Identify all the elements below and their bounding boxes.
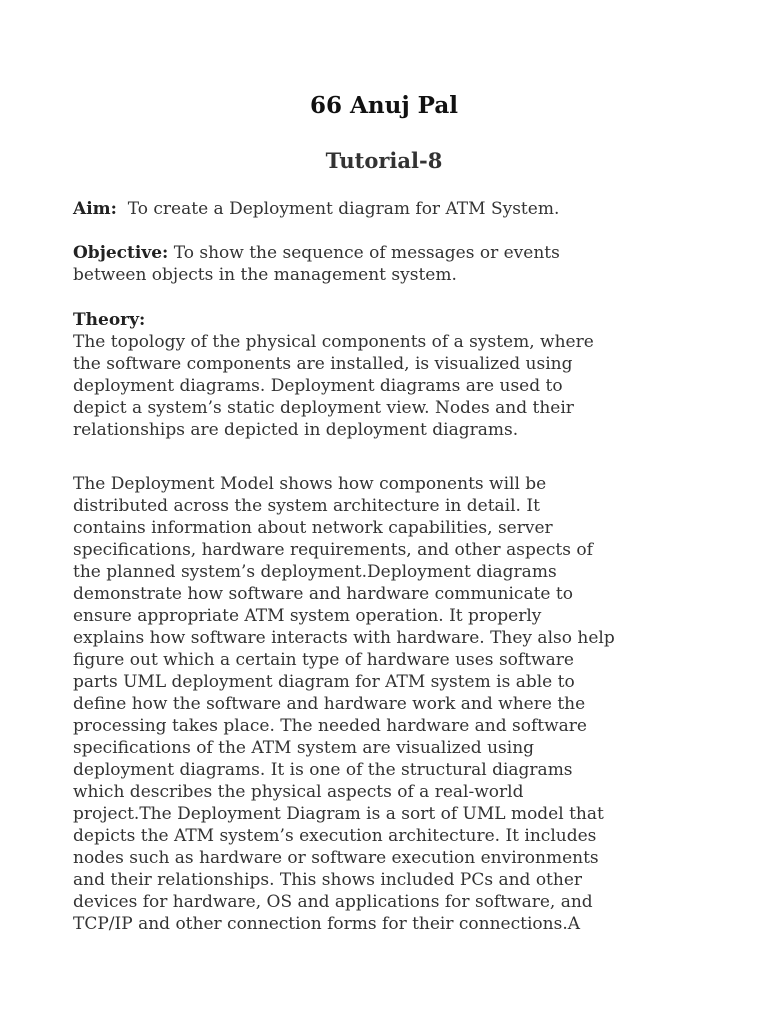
paragraph-line: specifications, hardware requirements, and other aspects of [73, 540, 593, 560]
paragraph-line: processing takes place. The needed hardware and software [73, 716, 587, 736]
paragraph-line: depicts the ATM system’s execution architecture. It includes [73, 826, 597, 846]
objective-label: Objective: [73, 243, 169, 263]
aim-section [73, 198, 713, 220]
paragraph-line: devices for hardware, OS and applications for software, and [73, 892, 593, 912]
document-body [73, 198, 713, 935]
paragraph-line: contains information about network capabilities, server [73, 518, 553, 538]
paragraph-line: parts UML deployment diagram for ATM system is able to [73, 672, 575, 692]
paragraph-line: the planned system’s deployment.Deployment diagrams [73, 562, 557, 582]
paragraph-line: distributed across the system architecture in detail. It [73, 496, 540, 516]
paragraph-line: figure out which a certain type of hardware uses software [73, 650, 574, 670]
objective-text-line: between objects in the management system. [73, 265, 457, 285]
tutorial-title: Tutorial-8 [325, 148, 443, 173]
paragraph-line: and their relationships. This shows included PCs and other [73, 870, 583, 890]
paragraph-line: relationships are depicted in deployment diagrams. [73, 420, 519, 440]
paragraph-line: project.The Deployment Diagram is a sort of UML model that [73, 804, 604, 824]
aim-text: To create a Deployment diagram for ATM System. [127, 199, 560, 219]
paragraph-line: deployment diagrams. It is one of the structural diagrams [73, 760, 573, 780]
paragraph-line: TCP/IP and other connection forms for their connections.A [73, 914, 580, 934]
paragraph-line: explains how software interacts with hardware. They also help [73, 628, 615, 648]
paragraph-line: deployment diagrams. Deployment diagrams are used to [73, 376, 563, 396]
paragraph-line: The topology of the physical components of a system, where [73, 332, 594, 352]
paragraph-line: The Deployment Model shows how components will be [73, 474, 547, 494]
paragraph-line: demonstrate how software and hardware communicate to [73, 584, 573, 604]
objective-text-line: To show the sequence of messages or events [173, 243, 560, 263]
paragraph-line: which describes the physical aspects of a real-world [73, 782, 524, 802]
author-heading: 66 Anuj Pal [310, 92, 458, 119]
paragraph-line: the software components are installed, is visualized using [73, 354, 573, 374]
objective-section [73, 242, 713, 286]
theory-label: Theory: [73, 310, 146, 330]
aim-label: Aim: [73, 199, 117, 219]
paragraph-line: ensure appropriate ATM system operation. It properly [73, 606, 542, 626]
paragraph-line: define how the software and hardware work and where the [73, 694, 586, 714]
theory-paragraph-2 [73, 473, 713, 935]
theory-paragraph-1 [73, 331, 713, 441]
paragraph-line: specifications of the ATM system are visualized using [73, 738, 535, 758]
objective-line [73, 242, 713, 264]
paragraph-line: depict a system’s static deployment view. Nodes and their [73, 398, 574, 418]
paragraph-line: nodes such as hardware or software execution environments [73, 848, 599, 868]
